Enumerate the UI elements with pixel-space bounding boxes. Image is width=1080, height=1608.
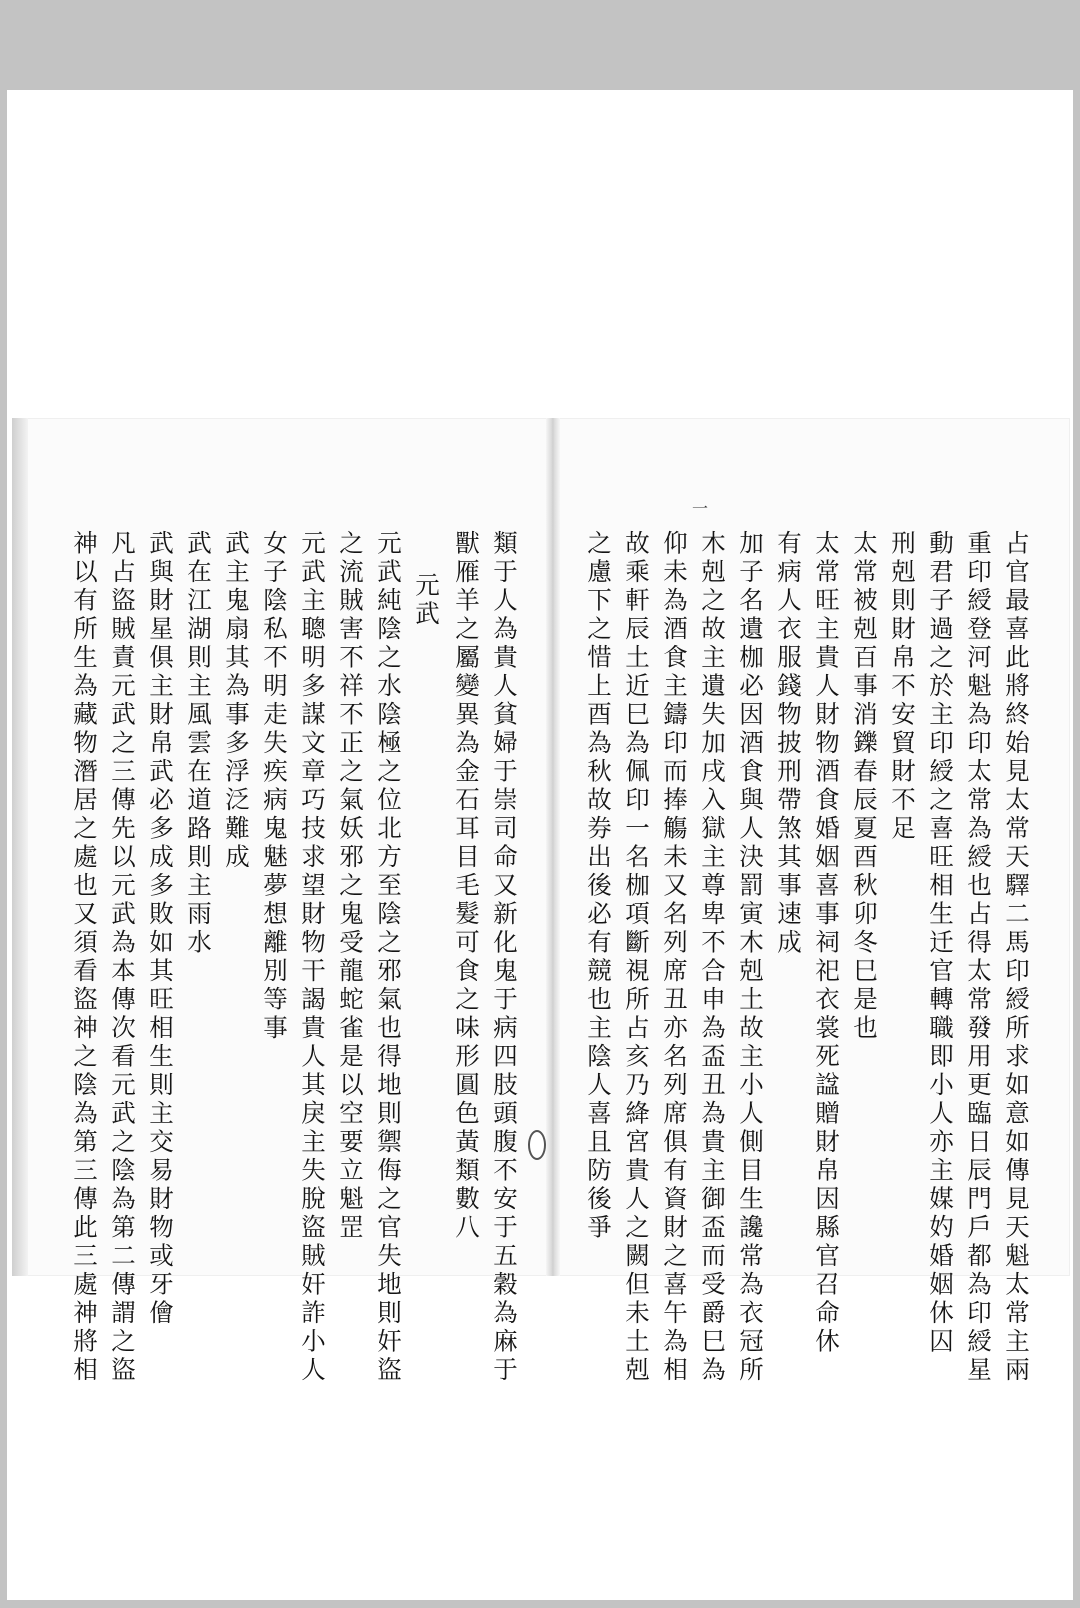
scan-left-edge: [12, 418, 28, 1276]
right-page-column: 仰未為酒食主鑄印而捧觴未又名列席丑亦名列席俱有資財之喜午為相: [660, 530, 689, 1385]
left-page-column: 神以有所生為藏物潛居之處也又須看盜神之陰為第三傳此三處神將相: [70, 530, 99, 1385]
left-page-column: 女子陰私不明走失疾病鬼魅夢想離別等事: [260, 530, 289, 1043]
right-page-column: 重印綬登河魁為印太常為綬也占得太常發用更臨日辰門戶都為印綬星: [964, 530, 993, 1385]
left-page-column: 類于人為貴人貧婦于崇司命又新化鬼于病四肢頭腹不安于五穀為麻于: [490, 530, 519, 1385]
right-page-column: 木剋之故主遺失加戌入獄主尊卑不合申為盃丑為貴主御盃而受爵巳為: [698, 530, 727, 1385]
right-page-column: 故乘軒辰土近巳為佩印一名枷項斷視所占亥乃絳宮貴人之闕但未土剋: [622, 530, 651, 1385]
left-page-column: 元武主聰明多謀文章巧技求望財物干謁貴人其戾主失脫盜賊奸詐小人: [298, 530, 327, 1385]
left-page-column: 凡占盜賊責元武之三傳先以元武為本傳次看元武之陰為第二傳謂之盜: [108, 530, 137, 1385]
left-page-column: 武與財星俱主財帛武必多成多敗如其旺相生則主交易財物或牙儈: [146, 530, 175, 1328]
right-page-column: 占官最喜此將終始見太常天驛二馬印綬所求如意如傳見天魁太常主兩: [1002, 530, 1031, 1385]
right-page-column: 刑剋則財帛不安貿財不足: [888, 530, 917, 844]
page-number-mark: 一: [692, 499, 709, 518]
right-page-column: 加子名遺枷必因酒食與人決罰寅木剋土故主小人側目生讒常為衣冠所: [736, 530, 765, 1385]
left-page-column: 元武純陰之水陰極之位北方至陰之邪氣也得地則禦侮之官失地則奸盜: [374, 530, 403, 1385]
left-page-column: 武主鬼扇其為事多浮泛難成: [222, 530, 251, 872]
right-page-column: 太常旺主貴人財物酒食婚姻喜事祠祀衣裳死諡贈財帛因縣官召命休: [812, 530, 841, 1357]
right-page-column: 有病人衣服錢物披刑帶煞其事速成: [774, 530, 803, 958]
left-page-column: 獸雁羊之屬變異為金石耳目毛髮可食之味形圓色黃類數八: [452, 530, 481, 1243]
right-page-column: 動君子過之於主印綬之喜旺相生迁官轉職即小人亦主媒妁婚姻休囚: [926, 530, 955, 1357]
left-page-column: 之流賊害不祥不正之氣妖邪之鬼受龍蛇雀是以空要立魁罡: [336, 530, 365, 1243]
left-page-column: 武在江湖則主風雲在道路則主雨水: [184, 530, 213, 958]
right-page-column: 之慮下之惜上酉為秋故券出後必有競也主陰人喜且防後爭: [584, 530, 613, 1243]
book-binding-fold: [546, 418, 560, 1276]
section-heading: 元武: [412, 572, 441, 629]
ink-blot-mark: [528, 1130, 546, 1160]
right-page-column: 太常被剋百事消鑠春辰夏酉秋卯冬巳是也: [850, 530, 879, 1043]
